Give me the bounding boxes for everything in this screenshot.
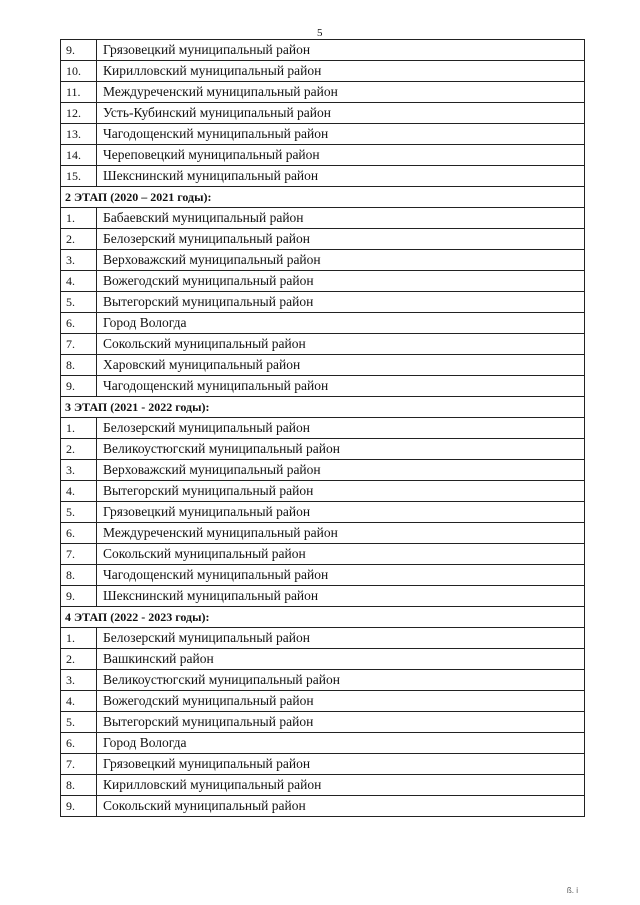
row-number: 9.	[61, 376, 97, 397]
district-name: Белозерский муниципальный район	[97, 229, 585, 250]
table-row	[61, 670, 585, 691]
table-row	[61, 733, 585, 754]
district-name: Город Вологда	[97, 733, 585, 754]
row-number: 1.	[61, 628, 97, 649]
footer-mark: ß. i	[566, 886, 578, 895]
row-number: 7.	[61, 334, 97, 355]
row-number: 2.	[61, 439, 97, 460]
row-number: 1.	[61, 208, 97, 229]
page-number: 5	[317, 27, 323, 39]
table-row	[61, 775, 585, 796]
district-name: Сокольский муниципальный район	[97, 334, 585, 355]
table-row	[61, 628, 585, 649]
row-number: 13.	[61, 124, 97, 145]
row-number: 2.	[61, 229, 97, 250]
stage-header-row	[61, 187, 585, 208]
row-number: 6.	[61, 523, 97, 544]
district-name: Вытегорский муниципальный район	[97, 292, 585, 313]
district-name: Чагодощенский муниципальный район	[97, 565, 585, 586]
table-row	[61, 250, 585, 271]
row-number: 6.	[61, 733, 97, 754]
stage-header: 4 ЭТАП (2022 - 2023 годы):	[61, 607, 585, 628]
table-row	[61, 418, 585, 439]
table-row	[61, 271, 585, 292]
table-row	[61, 124, 585, 145]
stage-header: 3 ЭТАП (2021 - 2022 годы):	[61, 397, 585, 418]
district-name: Верховажский муниципальный район	[97, 250, 585, 271]
district-name: Сокольский муниципальный район	[97, 544, 585, 565]
row-number: 15.	[61, 166, 97, 187]
row-number: 8.	[61, 355, 97, 376]
table-row	[61, 586, 585, 607]
table-row	[61, 166, 585, 187]
row-number: 4.	[61, 481, 97, 502]
district-name: Междуреченский муниципальный район	[97, 523, 585, 544]
row-number: 8.	[61, 775, 97, 796]
row-number: 14.	[61, 145, 97, 166]
table-row	[61, 754, 585, 775]
district-name: Усть-Кубинский муниципальный район	[97, 103, 585, 124]
row-number: 7.	[61, 544, 97, 565]
table-row	[61, 691, 585, 712]
table-row	[61, 565, 585, 586]
table-row	[61, 712, 585, 733]
district-name: Верховажский муниципальный район	[97, 460, 585, 481]
district-name: Великоустюгский муниципальный район	[97, 439, 585, 460]
row-number: 3.	[61, 460, 97, 481]
table-row	[61, 145, 585, 166]
table-row	[61, 460, 585, 481]
district-name: Грязовецкий муниципальный район	[97, 502, 585, 523]
row-number: 5.	[61, 292, 97, 313]
table-row	[61, 292, 585, 313]
district-name: Вожегодский муниципальный район	[97, 691, 585, 712]
row-number: 9.	[61, 40, 97, 61]
table-row	[61, 334, 585, 355]
table-row	[61, 313, 585, 334]
row-number: 5.	[61, 502, 97, 523]
district-name: Вытегорский муниципальный район	[97, 481, 585, 502]
row-number: 4.	[61, 691, 97, 712]
district-name: Великоустюгский муниципальный район	[97, 670, 585, 691]
row-number: 6.	[61, 313, 97, 334]
district-name: Харовский муниципальный район	[97, 355, 585, 376]
district-name: Шекснинский муниципальный район	[97, 166, 585, 187]
district-table-body	[61, 40, 585, 817]
district-name: Вожегодский муниципальный район	[97, 271, 585, 292]
district-name: Белозерский муниципальный район	[97, 628, 585, 649]
district-name: Сокольский муниципальный район	[97, 796, 585, 817]
stage-header: 2 ЭТАП (2020 – 2021 годы):	[61, 187, 585, 208]
district-name: Чагодощенский муниципальный район	[97, 124, 585, 145]
district-name: Череповецкий муниципальный район	[97, 145, 585, 166]
district-name: Белозерский муниципальный район	[97, 418, 585, 439]
stage-header-row	[61, 607, 585, 628]
table-row	[61, 208, 585, 229]
district-name: Междуреченский муниципальный район	[97, 82, 585, 103]
row-number: 11.	[61, 82, 97, 103]
row-number: 9.	[61, 586, 97, 607]
row-number: 3.	[61, 250, 97, 271]
row-number: 3.	[61, 670, 97, 691]
row-number: 4.	[61, 271, 97, 292]
table-row	[61, 103, 585, 124]
table-row	[61, 229, 585, 250]
stage-header-row	[61, 397, 585, 418]
row-number: 12.	[61, 103, 97, 124]
table-row	[61, 523, 585, 544]
table-row	[61, 376, 585, 397]
district-name: Кирилловский муниципальный район	[97, 61, 585, 82]
table-row	[61, 439, 585, 460]
district-name: Шекснинский муниципальный район	[97, 586, 585, 607]
table-row	[61, 61, 585, 82]
district-name: Город Вологда	[97, 313, 585, 334]
district-name: Грязовецкий муниципальный район	[97, 40, 585, 61]
row-number: 9.	[61, 796, 97, 817]
table-row	[61, 502, 585, 523]
table-row	[61, 796, 585, 817]
district-name: Грязовецкий муниципальный район	[97, 754, 585, 775]
table-row	[61, 82, 585, 103]
district-name: Вашкинский район	[97, 649, 585, 670]
table-row	[61, 40, 585, 61]
district-name: Вытегорский муниципальный район	[97, 712, 585, 733]
row-number: 2.	[61, 649, 97, 670]
table-row	[61, 355, 585, 376]
district-name: Кирилловский муниципальный район	[97, 775, 585, 796]
table-row	[61, 649, 585, 670]
row-number: 8.	[61, 565, 97, 586]
row-number: 7.	[61, 754, 97, 775]
table-row	[61, 544, 585, 565]
district-table	[60, 39, 585, 817]
row-number: 5.	[61, 712, 97, 733]
district-name: Бабаевский муниципальный район	[97, 208, 585, 229]
district-name: Чагодощенский муниципальный район	[97, 376, 585, 397]
row-number: 1.	[61, 418, 97, 439]
table-row	[61, 481, 585, 502]
row-number: 10.	[61, 61, 97, 82]
